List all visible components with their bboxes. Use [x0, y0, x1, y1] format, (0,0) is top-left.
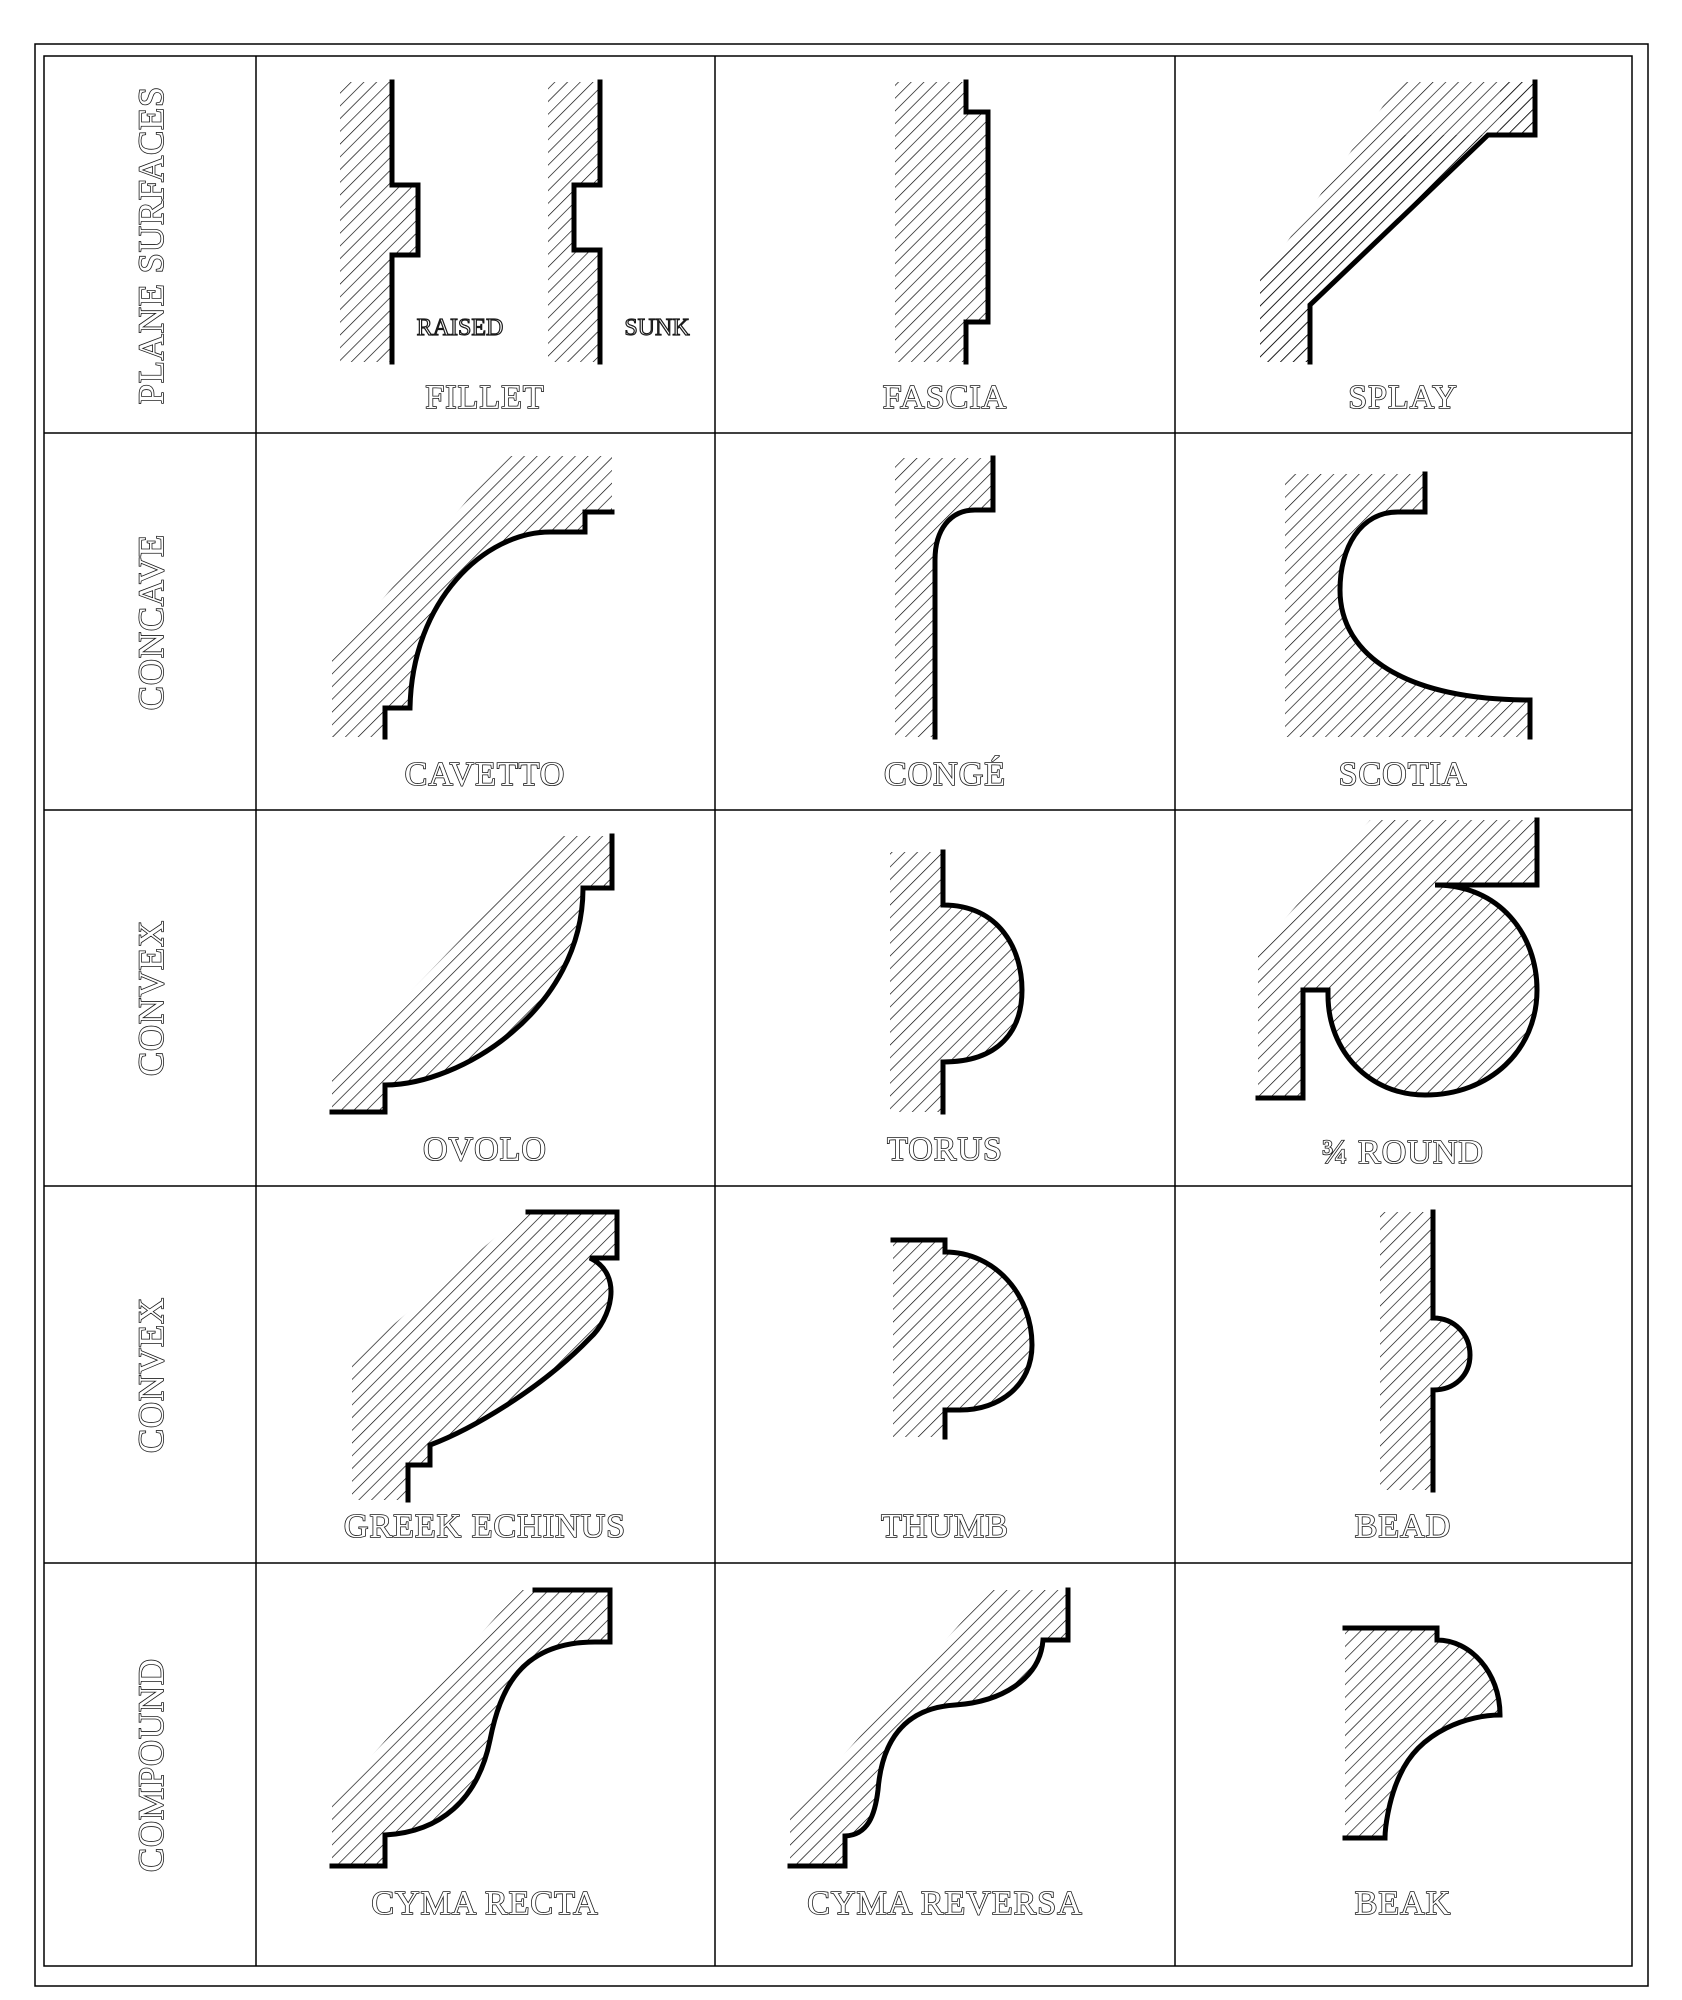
cavetto-cell	[332, 456, 612, 793]
splay-caption: SPLAY	[1348, 379, 1458, 416]
fascia-cell	[883, 82, 1007, 416]
thumb-cell	[881, 1240, 1032, 1545]
three-quarter-round-caption: ¾ ROUND	[1322, 1134, 1484, 1171]
row-label-convex-2: CONVEX	[131, 1297, 171, 1453]
greek-echinus-caption: GREEK ECHINUS	[343, 1508, 627, 1545]
row-label-plane-surfaces: PLANE SURFACES	[131, 85, 171, 405]
torus-caption: TORUS	[887, 1131, 1003, 1168]
scotia-caption: SCOTIA	[1338, 756, 1468, 793]
row-label-compound: COMPOUND	[131, 1657, 171, 1873]
conge-caption: CONGÉ	[883, 756, 1007, 793]
row-label-convex-1: CONVEX	[131, 920, 171, 1076]
thumb-caption: THUMB	[881, 1508, 1009, 1545]
three-quarter-round-cell	[1258, 820, 1537, 1171]
fascia-caption: FASCIA	[882, 379, 1008, 416]
ovolo-caption: OVOLO	[423, 1131, 547, 1168]
cavetto-caption: CAVETTO	[404, 756, 566, 793]
bead-caption: BEAD	[1354, 1508, 1452, 1545]
fillet-caption: FILLET	[425, 379, 545, 416]
beak-cell	[1345, 1628, 1500, 1922]
scotia-cell	[1285, 474, 1530, 793]
cyma-reversa-cell	[790, 1590, 1083, 1922]
cyma-recta-cell	[332, 1590, 610, 1922]
bead-cell	[1355, 1212, 1470, 1545]
beak-caption: BEAK	[1354, 1885, 1452, 1922]
splay-cell	[1260, 82, 1535, 416]
fillet-sunk-label: SUNK	[624, 315, 690, 341]
fillet-cell	[340, 82, 690, 416]
greek-echinus-cell	[344, 1212, 626, 1545]
row-labels	[131, 86, 171, 1872]
cyma-reversa-caption: CYMA REVERSA	[807, 1885, 1083, 1922]
cyma-recta-caption: CYMA RECTA	[371, 1885, 599, 1922]
fillet-raised-label: RAISED	[416, 315, 504, 341]
conge-cell	[884, 458, 1006, 793]
torus-cell	[887, 852, 1022, 1168]
ovolo-cell	[332, 836, 612, 1168]
row-label-concave: CONCAVE	[131, 533, 171, 711]
